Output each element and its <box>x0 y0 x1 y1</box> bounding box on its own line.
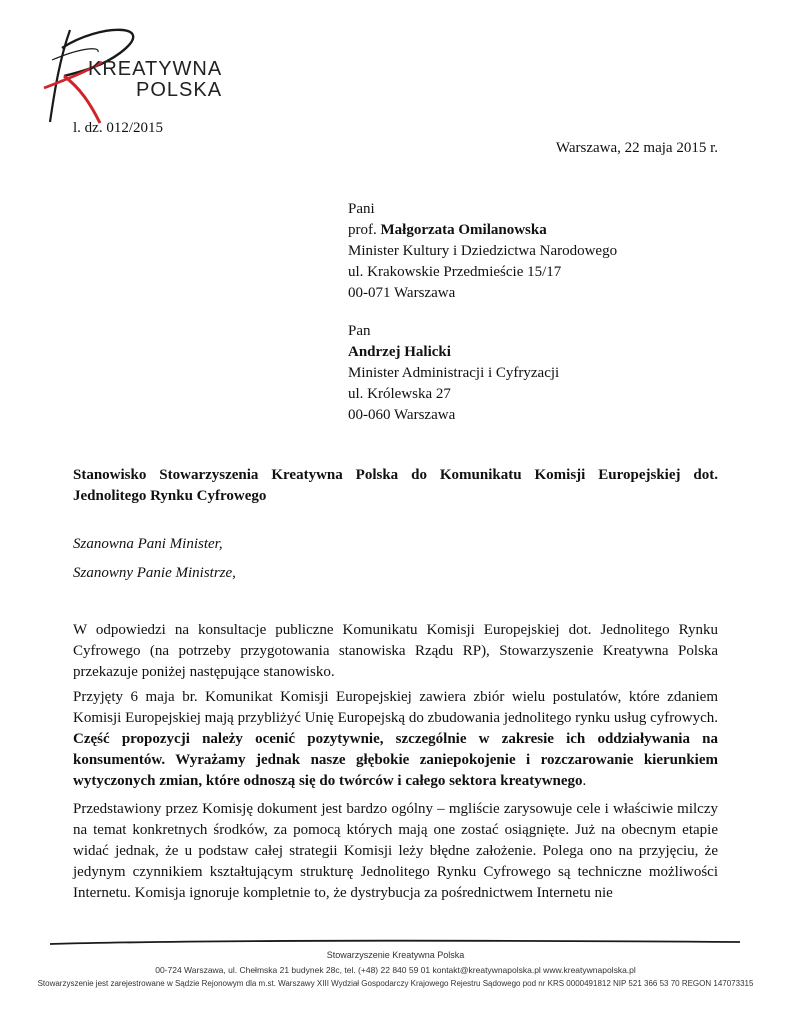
letter-subject: Stanowisko Stowarzyszenia Kreatywna Polska do Komunikatu Komisji Europejskiej dot. Jednolitego Rynku Cyfrowego <box>73 467 718 504</box>
logo-text-line2: POLSKA <box>136 79 223 101</box>
recipient-2-salutation: Pan <box>348 323 371 339</box>
recipient-2-city: 00-060 Warszawa <box>348 407 456 423</box>
place-date: Warszawa, 22 maja 2015 r. <box>555 140 718 156</box>
footer-divider <box>50 938 740 948</box>
paragraph-2-intro: Przyjęty 6 maja br. Komunikat Komisji Europejskiej zawiera zbiór wielu postulatów, które zdaniem Komisji Europejskiej mają przybliżyć Unię Europejską do zbudowania jednolitego rynku usług cyfrowych. <box>73 689 718 726</box>
recipient-2-name: Andrzej Halicki <box>348 344 451 360</box>
recipient-1-position: Minister Kultury i Dziedzictwa Narodowego <box>348 243 618 259</box>
logo-text-line1: KREATYWNA <box>88 58 223 80</box>
recipient-1-name-line <box>348 220 617 241</box>
footer-registration: Stowarzyszenie jest zarejestrowane w Sądzie Rejonowym dla m.st. Warszawy XIII Wydział Gospodarczy Krajowego Rejestru Sądowego pod nr KRS 0000491812 NIP 521 366 53 70 REGON 147073315 <box>37 979 754 988</box>
recipient-1-street: ul. Krakowskie Przedmieście 15/17 <box>348 264 562 280</box>
recipient-1-title: prof. <box>348 222 381 238</box>
recipient-2-block <box>348 321 559 426</box>
recipient-2-street: ul. Królewska 27 <box>348 386 451 402</box>
recipient-2-position: Minister Administracji i Cyfryzacji <box>348 365 560 381</box>
paragraph-1: W odpowiedzi na konsultacje publiczne Komunikatu Komisji Europejskiej dot. Jednolitego Rynku Cyfrowego (na potrzeby przygotowania stanowiska Rządu RP), Stowarzyszenie Kreatywna Polska przekazuje poniżej następujące stanowisko. <box>73 622 718 680</box>
greeting-1: Szanowna Pani Minister, <box>73 536 223 552</box>
recipient-1-name: Małgorzata Omilanowska <box>380 222 547 238</box>
recipient-1-block <box>348 199 617 304</box>
footer-address: 00-724 Warszawa, ul. Chełmska 21 budynek 28c, tel. (+48) 22 840 59 01 kontakt@kreatywnapolska.pl www.kreatywnapolska.pl <box>155 965 636 975</box>
paragraph-2-end: . <box>582 773 587 789</box>
paragraph-2 <box>73 687 718 792</box>
paragraph-3: Przedstawiony przez Komisję dokument jest bardzo ogólny – mgliście zarysowuje cele i właściwie milczy na temat konkretnych środków, za pomocą których mają one zostać osiągnięte. Już na obecnym etapie widać jednak, że u podstaw całej strategii Komisji leży błędne założenie. Polega ono na przyjęciu, że jedynym czynnikiem kształtującym strukturę Jednolitego Rynku Cyfrowego są techniczne możliwości Internetu. Komisja ignoruje kompletnie to, że dystrybucja za pośrednictwem Internetu nie <box>73 801 718 901</box>
footer-org: Stowarzyszenie Kreatywna Polska <box>326 950 465 960</box>
recipient-1-salutation: Pani <box>348 201 375 217</box>
reference-number: l. dz. 012/2015 <box>73 120 163 136</box>
greeting-2: Szanowny Panie Ministrze, <box>73 565 236 581</box>
paragraph-2-bold: Część propozycji należy ocenić pozytywnie, szczególnie w zakresie ich oddziaływania na konsumentów. Wyrażamy jednak nasze głębokie zaniepokojenie i rozczarowanie kierunkiem wytyczonych zmian, które odnoszą się do twórców i całego sektora kreatywnego <box>73 731 718 789</box>
recipient-1-city: 00-071 Warszawa <box>348 285 456 301</box>
